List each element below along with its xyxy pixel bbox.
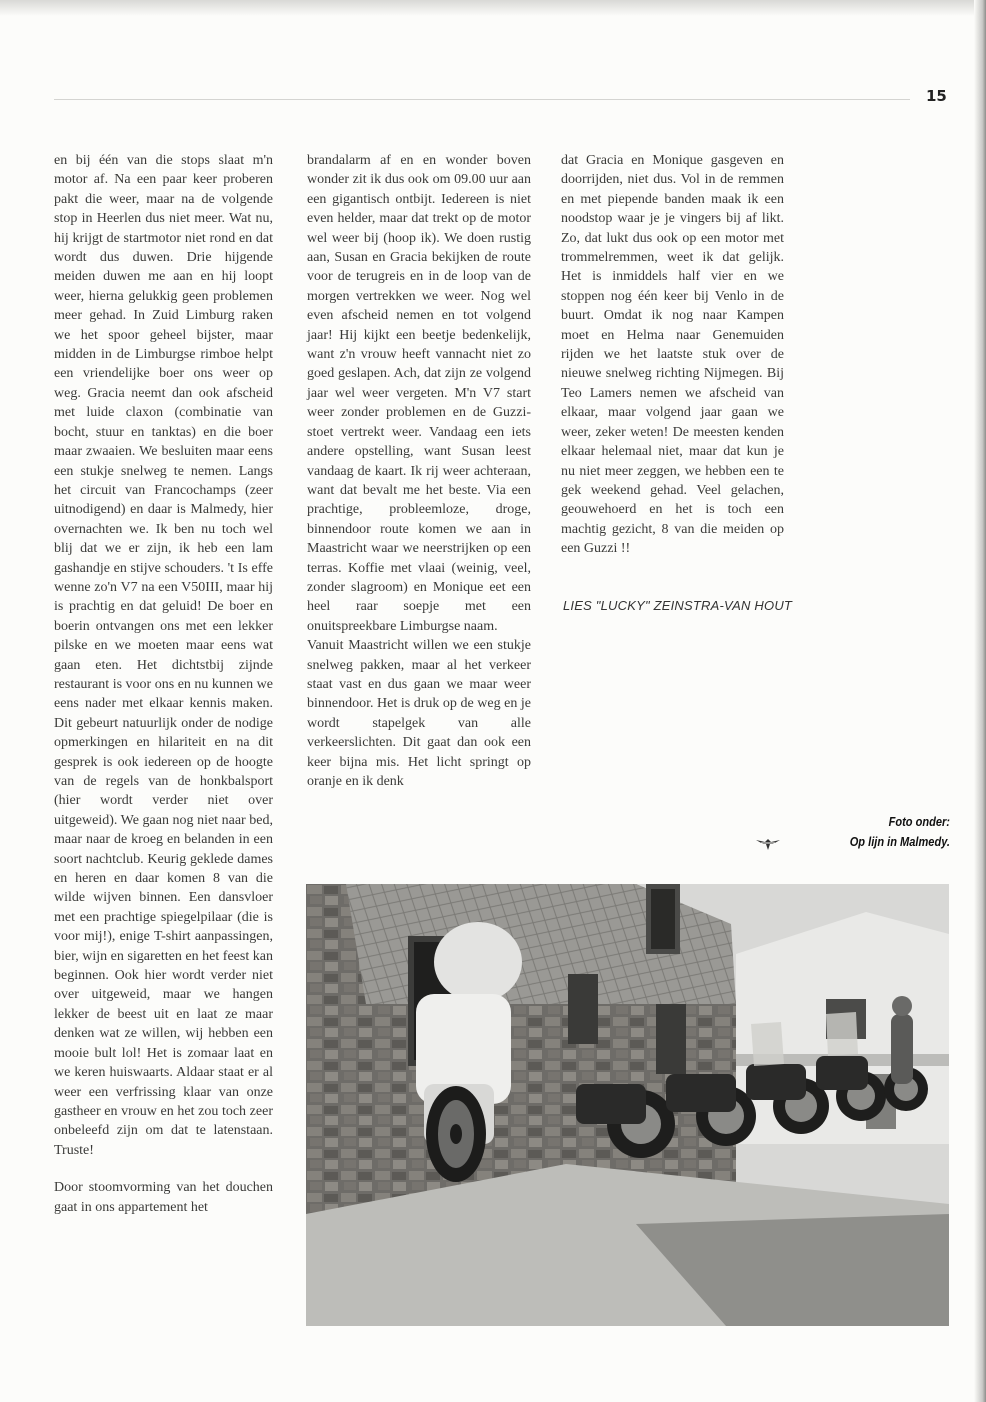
paragraph: dat Gracia en Monique gasgeven en doorrijden, niet dus. Vol in de remmen en met piepende banden maak ik een noodstop waar je je vingers bij af likt. Zo, dat lukt dus ook op een motor met trommelremmen, weet ik dat gelijk. Het is inmiddels half vier en we stoppen nog één keer bij Venlo in de buurt. Omdat ik nog naar Kampen moet en Helma naar Genemuiden rijden we het laatste stuk over de nieuwe snelweg richting Nijmegen. Bij Teo Lamers nemen we afscheid van elkaar, maar volgend jaar gaan we weer, zeker weten! De meesten kenden elkaar helemaal niet, maar dat kun je nu niet meer zeggen, we hebben een te gek weekend gehad. Veel gelachen, geouwehoerd en het is toch een machtig gezicht, 8 van die meiden op een Guzzi !! [561,153,784,557]
paragraph: brandalarm af en en wonder boven wonder zit ik dus ook om 09.00 uur aan een gigantisch ontbijt. Iedereen is niet even helder, maar dat trekt op de motor wel weer bij (hoop ik). We doen rustig aan, Susan en Gracia bekijken de route voor de terugreis en in de loop van de morgen vertrekken we weer. Nog wel even afscheid nemen en tot volgend jaar! Hij kijkt een beetje bedenkelijk, want z'n vrouw heeft vannacht niet zo goed geslapen. Ach, dat zijn ze volgend jaar wel weer vergeten. M'n V7 start weer zonder problemen en de Guzzi-stoet vertrekt weer. Vandaag een iets andere opstelling, want Susan leest vandaag de kaart. Ik rij weer achteraan, want dat bevalt me het beste. Via een prachtige, probleemloze, droge, binnendoor route komen we aan in Maastricht waar we neerstrijken op een terras. Koffie met vlaai (weinig, veel, zonder slagroom) en Monique eet een heel raar soepje met een onuitspreekbare Limburgse naam. [307,153,531,634]
paragraph: en bij één van die stops slaat m'n motor af. Na een paar keer proberen pakt die weer, maar na de volgende stop in Heerlen dus niet meer. Wat nu, hij krijgt de startmotor niet rond en dat wordt dus duwen. Drie hijgende meiden duwen me aan en hij loopt weer, hierna gelukkig geen problemen meer gehad. In Zuid Limburg raken we het spoor geheel bijster, maar midden in de Limburgse rimboe helpt een vriendelijke boer ons weer op weg. Gracia neemt dan ook afscheid met luide claxon (combinatie van bocht, stuur en tanktas) en die boer maar zwaaien. We besluiten maar eens een stukje snelweg te nemen. Langs het circuit van Francochamps (zeer uitnodigend) en daar is Malmedy, hier overnachten we. Ik ben nu toch wel blij dat we er zijn, ik heb een lam gashandje en stijve schouders. 't Is effe wenne zo'n V7 na een V50III, maar hij is prachtig en dat geluid! De boer en boerin ontvangen ons met een lekker pilske en we moeten maar eens wat gaan eten. Het dichtstbij zijnde restaurant is voor ons en nu kunnen we eens nader met elkaar kennis maken. Dit gebeurt natuurlijk onder de nodige opmerkingen en hilariteit en na dit gesprek is ook iedereen op de hoogte van de regels van de honkbalsport (hier wordt verder niet over uitgeweid). We gaan nog niet naar bed, maar naar de kroeg en belanden in een soort nachtclub. Keurig geklede dames en heren en daar komen 8 van die wilde wijven binnen. Een dansvloer met een prachtige spiegelpilaar (die is voor mij!), enige T-shirt aanpassingen, bier, wijn en sigaretten en het feest kan beginnen. Ook hier wordt verder niet over uitgeweid, maar we hangen lekker de beest uit en laat ze maar denken wat ze willen, wij hebben een mooie bult lol! Het is zomaar laat en we keren huiswaarts. Aldaar staat er al weer een verfrissing klaar van onze gastheer en vrouw en het zou toch zeer onbeleefd zijn om dat te latenstaan. Truste! [54,153,273,1158]
caption-heading: Foto onder: [888,814,950,829]
photo-motorcycles-malmedy [306,884,949,1326]
text-column-1 [54,151,273,1217]
photo-caption [823,812,951,852]
text-column-3 [561,151,784,559]
guzzi-eagle-logo-icon [755,836,781,852]
text-column-2 [307,151,531,791]
paragraph: Vanuit Maastricht willen we een stukje snelweg pakken, maar al het verkeer staat vast en dus gaan we maar weer binnendoor. Het is druk op de weg en je wordt stapelgek van alle verkeerslichten. Dit gaat dan ook een keer bijna mis. Het licht springt op oranje en ik denk [307,638,531,789]
author-byline: LIES "LUCKY" ZEINSTRA-VAN HOUT [563,598,793,613]
page-number: 15 [926,87,947,105]
scan-top-shadow [0,0,986,16]
paragraph: Door stoomvorming van het douchen gaat in ons appartement het [54,1180,273,1215]
header-rule [54,99,910,100]
scan-right-shadow [974,0,986,1402]
caption-text: Op lijn in Malmedy. [849,834,950,849]
